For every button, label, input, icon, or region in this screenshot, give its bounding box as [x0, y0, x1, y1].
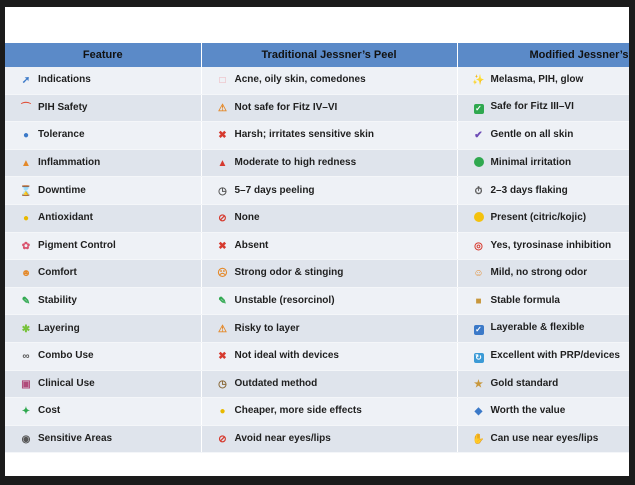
feature-cell-text: Cost [38, 405, 61, 417]
document-sheet [5, 7, 629, 476]
ok-button-icon: ✓ [475, 325, 482, 335]
angry-face-icon: ☹ [217, 268, 228, 280]
modified-cell-text: Layerable & flexible [490, 322, 585, 334]
feature-cell-text: Tolerance [38, 129, 85, 141]
feature-cell [5, 67, 201, 94]
table-row [5, 370, 629, 398]
prohibited-icon: ⊘ [218, 213, 227, 225]
gem-icon: ◆ [474, 406, 483, 418]
traditional-cell [201, 370, 457, 398]
traditional-cell [201, 425, 457, 453]
traditional-cell [201, 149, 457, 177]
modified-cell [457, 204, 629, 232]
traditional-cell [201, 342, 457, 370]
warning-icon: ⚠ [218, 323, 227, 335]
red-triangle-icon: ▲ [217, 158, 228, 170]
traditional-cell-text: Harsh; irritates sensitive skin [234, 129, 375, 141]
green-circle-icon [472, 157, 486, 169]
puzzle-icon: ✱ [21, 323, 31, 335]
modified-cell-text: 2–3 days flaking [490, 184, 568, 196]
modified-cell [457, 177, 629, 205]
ok-hand-icon: ✋ [472, 434, 485, 446]
feature-cell-text: Pigment Control [38, 239, 116, 251]
feature-cell [5, 425, 201, 453]
feature-cell [5, 370, 201, 398]
coin-icon: ● [219, 406, 226, 418]
feature-cell-text: Layering [38, 322, 80, 334]
traditional-cell-text: Unstable (resorcinol) [234, 295, 335, 307]
smiley-icon: ☻ [20, 268, 32, 280]
modified-cell-text: Gentle on all skin [490, 129, 574, 141]
flame-icon: ▲ [21, 158, 31, 170]
medal-icon: ★ [474, 378, 483, 390]
table-row [5, 260, 629, 288]
traditional-cell [201, 122, 457, 150]
table-row [5, 122, 629, 150]
feature-cell [5, 149, 201, 177]
modified-cell [457, 425, 629, 453]
cross-icon: ✖ [218, 351, 227, 363]
feature-cell-text: PIH Safety [38, 101, 88, 113]
feature-cell [5, 342, 201, 370]
feature-cell [5, 398, 201, 426]
modified-cell-text: Present (citric/kojic) [490, 212, 587, 224]
cross-icon: ✖ [218, 240, 227, 252]
traditional-cell-text: Acne, oily skin, comedones [234, 74, 366, 86]
modified-cell [457, 398, 629, 426]
prohibited-icon: ⊘ [218, 434, 227, 446]
traditional-cell-text: Moderate to high redness [234, 157, 357, 169]
traditional-cell [201, 94, 457, 122]
traditional-cell-text: Cheaper, more side effects [234, 405, 362, 417]
feature-cell [5, 232, 201, 260]
modified-cell-text: Can use near eyes/lips [490, 433, 599, 445]
yellow-circle-icon [472, 212, 486, 224]
feature-cell-text: Clinical Use [38, 377, 95, 389]
table-row [5, 232, 629, 260]
comparison-table [5, 43, 629, 453]
traditional-cell-text: Strong odor & stinging [234, 267, 344, 279]
traditional-cell-text: 5–7 days peeling [234, 184, 315, 196]
traditional-cell-text: Avoid near eyes/lips [234, 433, 331, 445]
check-box-icon: ✓ [475, 104, 482, 114]
modified-cell [457, 287, 629, 315]
traditional-cell [201, 398, 457, 426]
table-row [5, 204, 629, 232]
feature-cell [5, 204, 201, 232]
eye-icon: ◉ [21, 434, 31, 446]
test-tube-icon: ✎ [21, 296, 31, 308]
modified-cell [457, 122, 629, 150]
clock-icon: ◷ [218, 185, 227, 197]
traditional-cell-text: Risky to layer [234, 322, 300, 334]
table-row [5, 177, 629, 205]
modified-cell-text: Mild, no strong odor [490, 267, 588, 279]
traditional-cell-text: None [234, 212, 260, 224]
test-tube-icon: ✎ [218, 296, 227, 308]
feature-cell [5, 315, 201, 343]
modified-cell [457, 370, 629, 398]
relieved-face-icon: ☺ [473, 268, 484, 280]
traditional-cell [201, 232, 457, 260]
traditional-cell [201, 204, 457, 232]
modified-cell-text: Excellent with PRP/devices [490, 349, 620, 361]
traditional-cell-text: Absent [234, 239, 269, 251]
traditional-cell [201, 177, 457, 205]
feature-cell [5, 287, 201, 315]
table-body [5, 67, 629, 453]
warning-icon: ⚠ [218, 102, 227, 114]
feature-cell [5, 94, 201, 122]
mantelpiece-clock-icon: ◷ [218, 378, 227, 390]
cross-icon: ✖ [218, 130, 227, 142]
table-header-row [5, 43, 629, 67]
table-row [5, 315, 629, 343]
modified-cell [457, 67, 629, 94]
feature-cell-text: Antioxidant [38, 212, 93, 224]
traditional-cell [201, 67, 457, 94]
modified-cell-text: Yes, tyrosinase inhibition [490, 239, 612, 251]
traditional-cell [201, 287, 457, 315]
feature-cell-text: Inflammation [38, 157, 101, 169]
check-mark-icon: ✔ [474, 130, 483, 142]
droplet-icon: ● [22, 130, 30, 142]
table-row [5, 425, 629, 453]
modified-cell-text: Gold standard [490, 377, 559, 389]
feature-cell-text: Downtime [38, 184, 86, 196]
feature-cell [5, 122, 201, 150]
hourglass-icon: ⌛ [19, 185, 33, 197]
feature-cell [5, 260, 201, 288]
modified-cell-text: Safe for Fitz III–VI [490, 101, 574, 113]
stopwatch-icon: ⏱ [474, 185, 483, 197]
feature-cell-text: Indications [38, 74, 91, 86]
table-row [5, 398, 629, 426]
modified-cell-text: Stable formula [490, 295, 560, 307]
feature-cell-text: Combo Use [38, 350, 94, 362]
repeat-button-icon: ↻ [475, 352, 482, 362]
link-icon: ∞ [22, 351, 30, 363]
sparkle-icon: ✨ [472, 75, 485, 87]
modified-cell [457, 342, 629, 370]
header-feature: Feature [5, 43, 201, 67]
modified-cell-text: Worth the value [490, 405, 566, 417]
traditional-cell [201, 260, 457, 288]
table-row [5, 287, 629, 315]
traditional-cell-text: Not safe for Fitz IV–VI [234, 101, 338, 113]
table-row [5, 342, 629, 370]
header-traditional: Traditional Jessner’s Peel [201, 43, 457, 67]
money-icon: ✦ [21, 406, 31, 418]
comparison-table-container [5, 43, 629, 453]
modified-cell-text: Melasma, PIH, glow [490, 74, 584, 86]
box-icon: ■ [475, 296, 482, 308]
feature-cell-text: Comfort [38, 267, 77, 279]
modified-cell [457, 94, 629, 122]
table-row [5, 149, 629, 177]
hospital-icon: ▣ [21, 378, 31, 390]
modified-cell [457, 260, 629, 288]
syringe-icon: ➚ [21, 75, 31, 87]
dna-icon: ✿ [21, 240, 31, 252]
feature-cell-text: Stability [38, 295, 77, 307]
bottle-icon: □ [219, 75, 226, 87]
lemon-icon: ● [22, 213, 30, 225]
traditional-cell [201, 315, 457, 343]
target-icon: ◎ [474, 240, 483, 252]
traditional-cell-text: Not ideal with devices [234, 350, 339, 362]
traditional-cell-text: Outdated method [234, 377, 318, 389]
modified-cell [457, 315, 629, 343]
rainbow-icon: ⌒ [21, 102, 31, 114]
feature-cell [5, 177, 201, 205]
header-modified: Modified Jessner’s [457, 43, 629, 67]
modified-cell-text: Minimal irritation [490, 157, 572, 169]
modified-cell [457, 149, 629, 177]
table-row [5, 94, 629, 122]
modified-cell [457, 232, 629, 260]
table-row [5, 67, 629, 94]
feature-cell-text: Sensitive Areas [38, 433, 113, 445]
